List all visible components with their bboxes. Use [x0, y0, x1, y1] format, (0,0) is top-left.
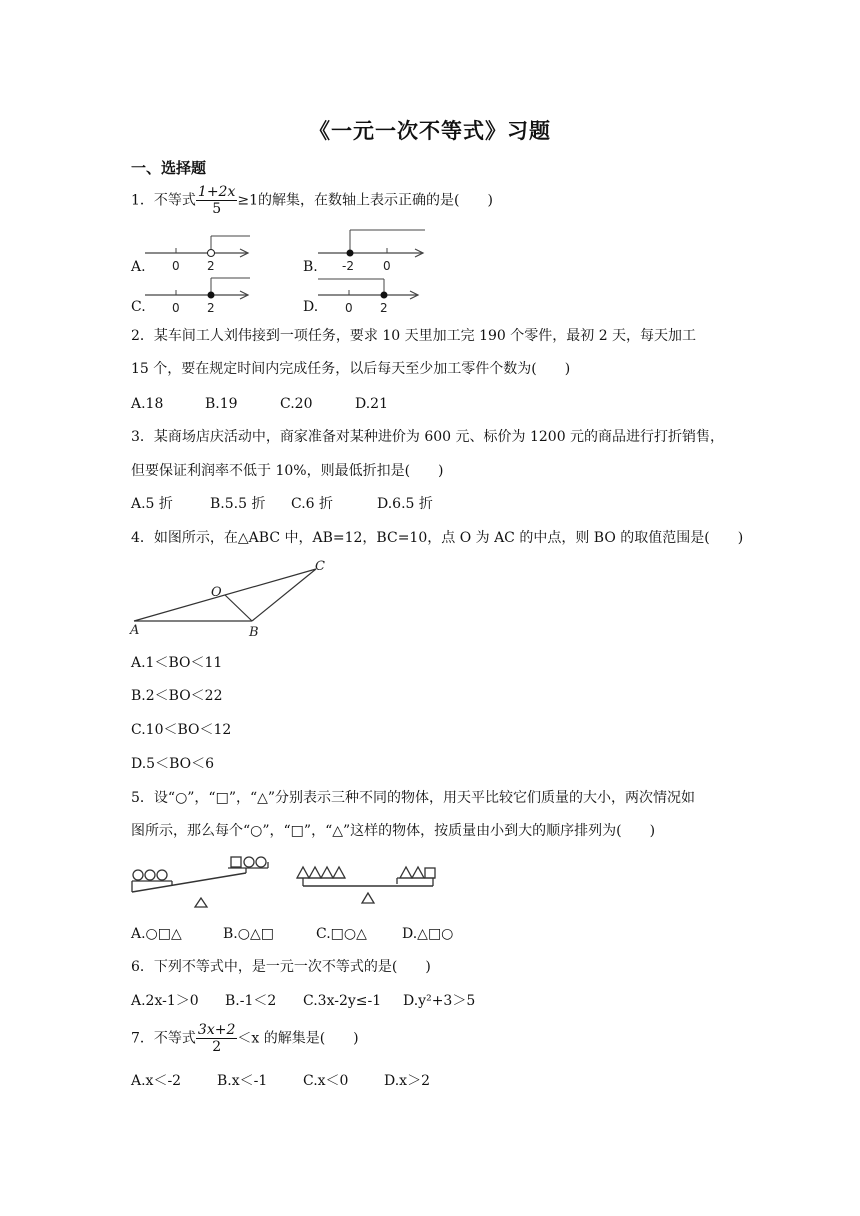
q6-option-b: B.-1＜2 — [225, 993, 277, 1009]
closed-dot-icon — [347, 250, 354, 257]
triangle-object-icon — [412, 867, 424, 878]
closed-dot-icon — [381, 292, 388, 299]
question-4-line-1: 4．如图所示，在△ABC 中，AB=12，BC=10，点 O 为 AC 的中点，则 BO 的取值范围是( ) — [131, 530, 744, 546]
q3-option-d: D.6.5 折 — [377, 496, 433, 512]
q1-option-a-label: A. — [131, 259, 146, 275]
triangle-object-icon — [400, 867, 412, 878]
point-o-label: O — [211, 585, 222, 600]
q5-option-d: D.△□○ — [402, 926, 454, 942]
beam — [132, 873, 246, 892]
q1-option-a-numberline — [140, 228, 255, 273]
triangle-object-icon — [333, 867, 345, 878]
q7-prefix: 7．不等式 — [131, 1030, 196, 1047]
q1-fraction — [196, 184, 237, 217]
q6-option-d: D.y²+3＞5 — [403, 993, 476, 1009]
q4-triangle-figure — [128, 558, 338, 643]
q7-option-a: A.x＜-2 — [131, 1073, 182, 1089]
tick-label: 0 — [172, 301, 180, 315]
closed-dot-icon — [208, 292, 215, 299]
q1-option-d-label: D. — [303, 299, 319, 315]
segment-bo — [225, 595, 252, 621]
triangle-object-icon — [321, 867, 333, 878]
q1-prefix: 1．不等式 — [131, 192, 196, 209]
tick-label: -2 — [342, 259, 354, 273]
q4-option-a: A.1＜BO＜11 — [131, 655, 223, 671]
q5-option-b: B.○△□ — [223, 926, 274, 942]
fulcrum-icon — [362, 893, 374, 903]
square-object-icon — [231, 857, 241, 867]
q4-option-c: C.10＜BO＜12 — [131, 722, 232, 738]
q7-suffix: ＜x 的解集是( ) — [237, 1030, 359, 1047]
question-2-line-1: 2．某车间工人刘伟接到一项任务，要求 10 天里加工完 190 个零件，最初 2 天，每天加工 — [131, 328, 697, 344]
q7-fraction — [196, 1022, 237, 1055]
vertex-c-label: C — [315, 559, 325, 574]
q1-option-b-label: B. — [303, 259, 318, 275]
q7-numerator: 3x+2 — [197, 1022, 236, 1038]
q1-option-c-label: C. — [131, 299, 146, 315]
q2-option-a: A.18 — [131, 396, 164, 412]
segment-bc — [252, 569, 316, 621]
q1-option-c-numberline — [140, 270, 255, 315]
tick-label: 0 — [345, 301, 353, 315]
q5-option-a: A.○□△ — [131, 926, 182, 942]
question-2-line-2: 15 个，要在规定时间内完成任务，以后每天至少加工零件个数为( ) — [131, 361, 571, 377]
vertex-a-label: A — [130, 623, 140, 638]
fulcrum-icon — [195, 898, 207, 907]
q3-option-c: C.6 折 — [291, 496, 334, 512]
tick-label: 2 — [207, 259, 215, 273]
q1-option-b-numberline — [313, 226, 433, 271]
question-5-line-2: 图所示，那么每个“○”，“□”，“△”这样的物体，按质量由小到大的顺序排列为( ) — [131, 823, 656, 839]
balance-scale-1-figure — [128, 852, 273, 914]
open-dot-icon — [208, 250, 215, 257]
q4-option-b: B.2＜BO＜22 — [131, 688, 223, 704]
circle-object-icon — [256, 857, 266, 867]
page-title: 《一元一次不等式》习题 — [309, 118, 551, 143]
tick-label: 0 — [383, 259, 391, 273]
tick-label: 2 — [380, 301, 388, 315]
question-7 — [131, 1022, 359, 1055]
question-6-line-1: 6．下列不等式中，是一元一次不等式的是( ) — [131, 959, 431, 975]
q2-option-d: D.21 — [355, 396, 388, 412]
circle-object-icon — [145, 870, 155, 880]
q1-suffix: ≥1的解集，在数轴上表示正确的是( ) — [237, 192, 493, 209]
question-1 — [131, 184, 493, 217]
q1-denominator: 5 — [212, 201, 222, 217]
q4-option-d: D.5＜BO＜6 — [131, 756, 215, 772]
question-5-line-1: 5．设“○”，“□”，“△”分别表示三种不同的物体，用天平比较它们质量的大小，两次情况如 — [131, 790, 696, 806]
q5-option-c: C.□○△ — [316, 926, 367, 942]
triangle-object-icon — [297, 867, 309, 878]
question-3-line-1: 3．某商场店庆活动中，商家准备对某种进价为 600 元、标价为 1200 元的商品进行打折销售， — [131, 429, 725, 445]
q6-option-c: C.3x-2y≤-1 — [303, 993, 382, 1009]
tick-label: 0 — [172, 259, 180, 273]
q2-option-b: B.19 — [205, 396, 238, 412]
vertex-b-label: B — [249, 625, 259, 640]
q3-option-a: A.5 折 — [131, 496, 173, 512]
section-heading: 一、选择题 — [131, 159, 207, 177]
square-object-icon — [425, 868, 435, 878]
circle-object-icon — [157, 870, 167, 880]
q1-option-d-numberline — [313, 272, 433, 317]
question-3-line-2: 但要保证利润率不低于 10%，则最低折扣是( ) — [131, 463, 444, 479]
tick-label: 2 — [207, 301, 215, 315]
q7-option-c: C.x＜0 — [303, 1073, 349, 1089]
q1-numerator: 1+2x — [197, 184, 236, 200]
circle-object-icon — [244, 857, 254, 867]
q6-option-a: A.2x-1＞0 — [131, 993, 199, 1009]
q7-option-b: B.x＜-1 — [217, 1073, 268, 1089]
q7-option-d: D.x＞2 — [384, 1073, 430, 1089]
q2-option-c: C.20 — [280, 396, 313, 412]
circle-object-icon — [133, 870, 143, 880]
q3-option-b: B.5.5 折 — [210, 496, 266, 512]
q7-denominator: 2 — [212, 1039, 222, 1055]
triangle-object-icon — [309, 867, 321, 878]
balance-scale-2-figure — [293, 860, 445, 910]
